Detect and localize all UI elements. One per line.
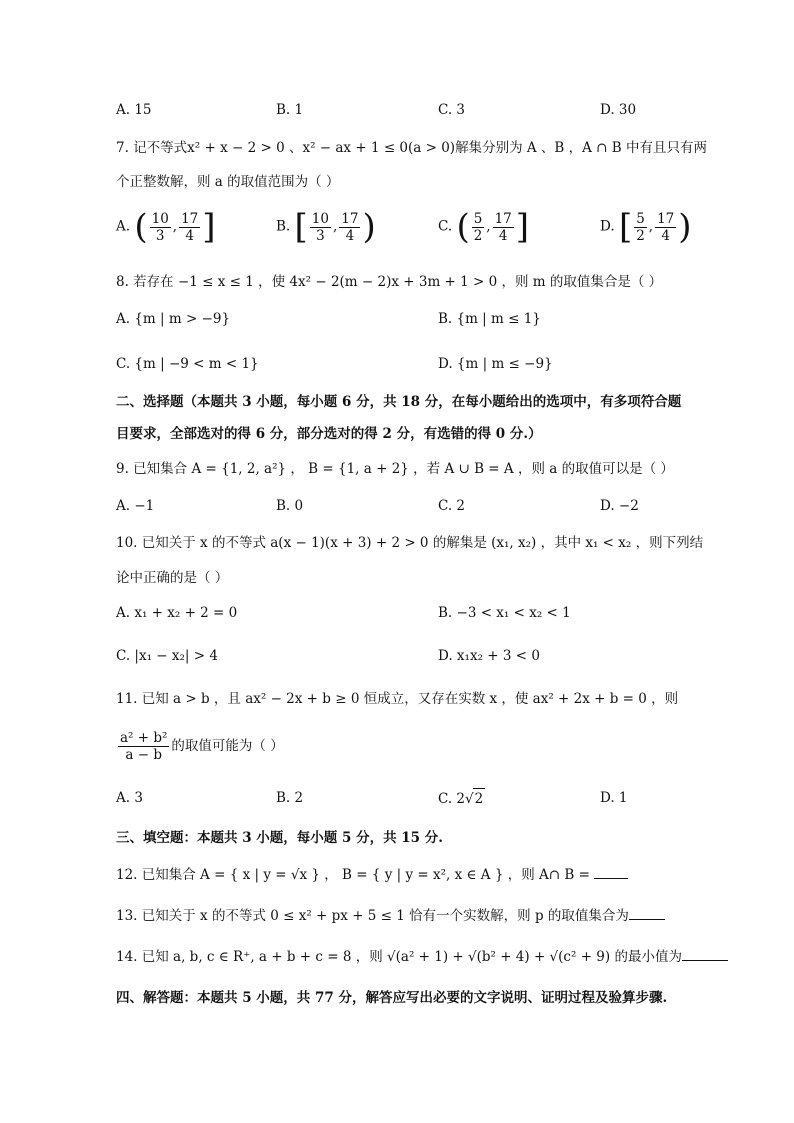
fraction: [634, 211, 647, 244]
q11-stem-line2-text: 的取值可能为（ ）: [171, 738, 284, 754]
q7-stem-line1: 7. 记不等式x² + x − 2 > 0 、x² − ax + 1 ≤ 0(a > 0)解集分别为 A 、B ，A ∩ B 中有且只有两: [116, 140, 707, 156]
q7-option-b: B. [ $\frac{10}{3}$ , $\frac{17}{4}$ ): [276, 207, 376, 247]
section2-heading-line1: 二、选择题（本题共 3 小题，每小题 6 分，共 18 分，在每小题给出的选项中，有多项符合题: [116, 394, 682, 410]
q10-stem-line2: 论中正确的是（ ）: [116, 570, 229, 586]
q9-option-c: C. 2: [438, 498, 466, 514]
q11-stem-line1: 11. 已知 a > b ，且 ax² − 2x + b ≥ 0 恒成立，又存在实数 x ，使 ax² + 2x + b = 0 ，则: [116, 691, 679, 707]
q7-option-c-label: C.: [438, 218, 453, 235]
fraction: [150, 211, 171, 244]
answer-blank[interactable]: [629, 907, 665, 920]
q11-stem-line2: [116, 730, 284, 763]
q10-option-b: B. −3 < x₁ < x₂ < 1: [438, 605, 571, 621]
fraction: [310, 211, 331, 244]
close-bracket: ]: [515, 207, 530, 247]
q7-option-d-label: D.: [600, 218, 615, 235]
denominator: 3: [316, 227, 325, 244]
q6-option-c: C. 3: [438, 102, 466, 118]
q10-option-c: C. |x₁ − x₂| > 4: [116, 648, 218, 664]
numerator: 17: [657, 210, 675, 227]
denominator: 4: [185, 227, 194, 244]
answer-blank[interactable]: [682, 948, 728, 961]
denominator: 3: [155, 227, 165, 244]
close-paren: ): [362, 207, 376, 247]
numerator: 10: [311, 210, 329, 227]
q7-option-a: A. ( $\frac{10}{3}$ , $\frac{17}{4}$ ]: [116, 207, 216, 247]
q14-stem: [116, 947, 728, 967]
numerator: 17: [181, 210, 199, 227]
denominator: 4: [498, 227, 508, 244]
sqrt-symbol: √: [465, 791, 474, 807]
fraction: [339, 211, 360, 244]
q10-option-d: D. x₁x₂ + 3 < 0: [438, 648, 540, 664]
q11-option-b: B. 2: [276, 790, 304, 806]
q7-option-a-label: A.: [116, 218, 131, 235]
q8-option-b: B. {m | m ≤ 1}: [438, 311, 541, 327]
q6-option-d: D. 30: [600, 102, 637, 118]
q12-text: 12. 已知集合 A = { x | y = √x } ， B = { y | y = x², x ∈ A } ，则 A∩ B =: [116, 867, 595, 883]
fraction: [472, 211, 485, 244]
q11-option-a: A. 3: [116, 790, 143, 806]
q12-stem: [116, 865, 628, 885]
section3-heading: 三、填空题：本题共 3 小题，每小题 5 分，共 15 分.: [116, 830, 443, 846]
q10-option-a: A. x₁ + x₂ + 2 = 0: [116, 605, 238, 621]
numerator: 5: [473, 210, 483, 227]
close-bracket: ]: [202, 207, 216, 247]
numerator: 5: [636, 210, 645, 227]
q11-option-c: [438, 788, 485, 809]
q9-option-a: A. −1: [116, 498, 155, 514]
fraction: [493, 211, 514, 244]
q11-fraction: [118, 730, 169, 763]
q6-option-b: B. 1: [276, 102, 304, 118]
q8-option-d: D. {m | m ≤ −9}: [438, 356, 553, 372]
q7-option-c: C. ( $\frac{5}{2}$ , $\frac{17}{4}$ ]: [438, 207, 530, 247]
q8-option-a: A. {m | m > −9}: [116, 311, 231, 327]
answer-blank[interactable]: [594, 866, 628, 879]
denominator: 2: [473, 227, 483, 244]
q6-option-a: A. 15: [116, 102, 152, 118]
q7-stem-line2: 个正整数解，则 a 的取值范围为（ ）: [116, 174, 340, 190]
numerator: 17: [494, 210, 512, 227]
q11-option-c-prefix: C. 2: [438, 791, 466, 807]
open-paren: (: [134, 207, 148, 247]
fraction: [655, 211, 676, 244]
q7-option-d: D. [ $\frac{5}{2}$ , $\frac{17}{4}$ ): [600, 207, 692, 247]
denominator: 4: [345, 227, 355, 244]
q7-option-b-label: B.: [276, 218, 291, 235]
q13-text: 13. 已知关于 x 的不等式 0 ≤ x² + px + 5 ≤ 1 恰有一个实数解，则 p 的取值集合为: [116, 908, 629, 924]
q11-option-c-radicand: 2: [473, 788, 486, 809]
q13-stem: [116, 906, 665, 926]
close-paren: ): [678, 207, 692, 247]
numerator: 10: [151, 210, 169, 227]
section2-heading-line2: 目要求，全部选对的得 6 分，部分选对的得 2 分，有选错的得 0 分.）: [116, 426, 542, 442]
q11-option-d: D. 1: [600, 790, 628, 806]
numerator: 17: [341, 210, 359, 227]
section4-heading: 四、解答题：本题共 5 小题，共 77 分，解答应写出必要的文字说明、证明过程及验算步骤.: [116, 990, 668, 1006]
denominator: 4: [661, 227, 670, 244]
denominator: 2: [636, 227, 645, 244]
q11-fraction-denominator: a − b: [125, 747, 162, 763]
open-paren: (: [456, 207, 470, 247]
q9-stem: 9. 已知集合 A = {1, 2, a²} ， B = {1, a + 2} ，若 A ∪ B = A ，则 a 的取值可以是（ ）: [116, 461, 674, 477]
q8-option-c: C. {m | −9 < m < 1}: [116, 356, 259, 372]
q9-option-b: B. 0: [276, 498, 304, 514]
q14-text: 14. 已知 a, b, c ∈ R⁺, a + b + c = 8 ，则 √(a² + 1) + √(b² + 4) + √(c² + 9) 的最小值为: [116, 949, 682, 965]
open-bracket: [: [618, 207, 633, 247]
open-bracket: [: [294, 207, 308, 247]
q11-fraction-numerator: a² + b²: [120, 730, 168, 746]
q9-option-d: D. −2: [600, 498, 639, 514]
fraction: [179, 211, 200, 244]
q8-stem: 8. 若存在 −1 ≤ x ≤ 1 ，使 4x² − 2(m − 2)x + 3m + 1 > 0 ，则 m 的取值集合是（ ）: [116, 274, 663, 290]
q10-stem-line1: 10. 已知关于 x 的不等式 a(x − 1)(x + 3) + 2 > 0 的解集是 (x₁, x₂) ，其中 x₁ < x₂ ，则下列结: [116, 535, 704, 551]
